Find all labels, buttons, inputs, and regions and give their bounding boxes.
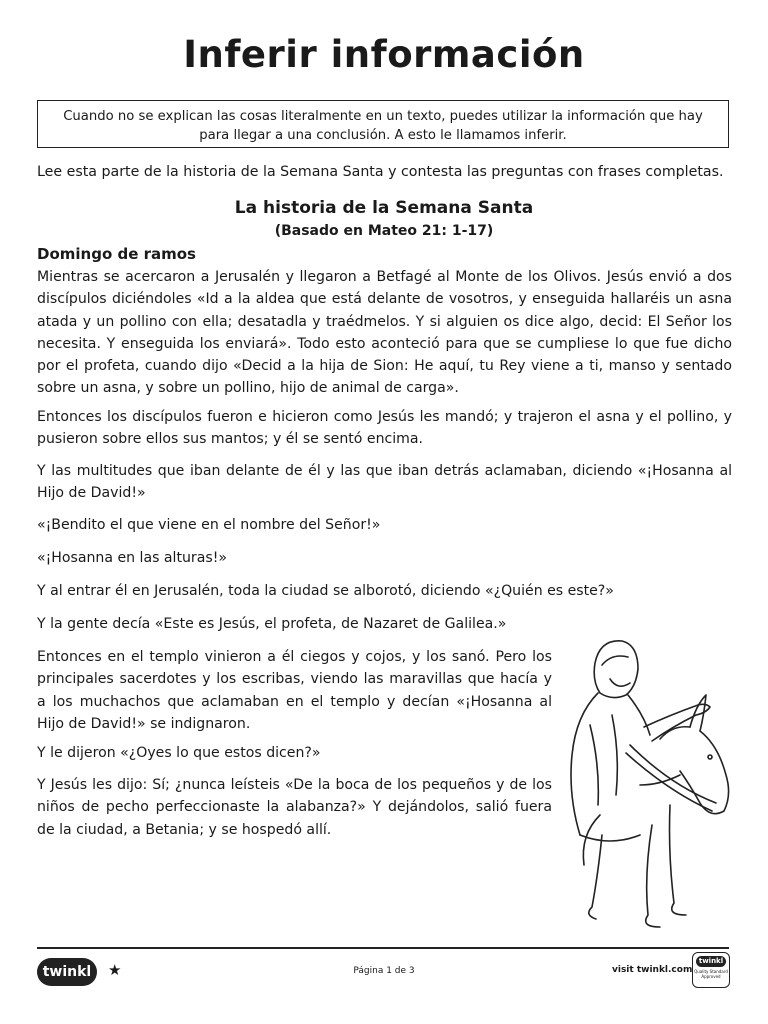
badge-text: Quality Standard Approved xyxy=(694,969,728,979)
story-paragraph: Y Jesús les dijo: Sí; ¿nunca leísteis «De la boca de los pequeños y de los niños de pecho perfeccionaste la alabanza?» Y dejándolos, salió fuera de la ciudad, a Betania; y se hospedó allí. xyxy=(37,777,552,838)
twinkl-logo: twinkl xyxy=(37,958,97,986)
story-paragraph: «¡Hosanna en las alturas!» xyxy=(37,550,227,566)
story-paragraph: Y las multitudes que iban delante de él y las que iban detrás aclamaban, diciendo «¡Hosanna al Hijo de David!» xyxy=(37,463,732,502)
story-title: La historia de la Semana Santa xyxy=(234,198,534,218)
quality-badge xyxy=(692,952,730,988)
section-heading: Domingo de ramos xyxy=(37,245,196,263)
story-paragraph: Y le dijeron «¿Oyes lo que estos dicen?» xyxy=(37,745,321,761)
story-paragraph: «¡Bendito el que viene en el nombre del Señor!» xyxy=(37,517,381,533)
instruction-text: Lee esta parte de la historia de la Semana Santa y contesta las preguntas con frases completas. xyxy=(37,164,724,180)
story-paragraph: Entonces los discípulos fueron e hicieron como Jesús les mandó; y trajeron el asna y el pollino, y pusieron sobre ellos sus mantos; y él se sentó encima. xyxy=(37,409,732,448)
footer-divider xyxy=(37,947,729,949)
story-subtitle: (Basado en Mateo 21: 1-17) xyxy=(274,223,494,239)
page-title: Inferir información xyxy=(183,33,585,76)
badge-logo: twinkl xyxy=(696,956,726,967)
story-paragraph: Entonces en el templo vinieron a él ciegos y cojos, y los sanó. Pero los principales sacerdotes y los escribas, viendo las maravillas que hacía y a los muchachos que aclamaban en el templo y decían «¡Hosanna al Hijo de David!» se indignaron. xyxy=(37,649,552,732)
star-icon: ★ xyxy=(108,961,122,979)
story-paragraph: Mientras se acercaron a Jerusalén y llegaron a Betfagé al Monte de los Olivos. Jesús envió a dos discípulos diciéndoles «Id a la aldea que está delante de vosotros, y enseguida hallaréis un asna atada y un pollino con ella; desatadla y traédmelos. Y si alguien os dice algo, decid: El Señor los necesita. Y enseguida los enviará». Todo esto aconteció para que se cumpliese lo que fue dicho por el profeta, cuando dijo «Decid a la hija de Sion: He aquí, tu Rey viene a ti, manso y sentado sobre un asna, y sobre un pollino, hijo de animal de carga». xyxy=(37,269,732,397)
story-paragraph: Y al entrar él en Jerusalén, toda la ciudad se alborotó, diciendo «¿Quién es este?» xyxy=(37,583,614,599)
jesus-on-donkey-illustration xyxy=(540,635,740,945)
website-link[interactable]: visit twinkl.com xyxy=(612,965,693,975)
definition-box: Cuando no se explican las cosas literalmente en un texto, puedes utilizar la información que hay para llegar a una conclusión. A esto le llamamos inferir. xyxy=(37,100,729,148)
page-number: Página 1 de 3 xyxy=(353,966,415,976)
story-paragraph: Y la gente decía «Este es Jesús, el profeta, de Nazaret de Galilea.» xyxy=(37,616,507,632)
